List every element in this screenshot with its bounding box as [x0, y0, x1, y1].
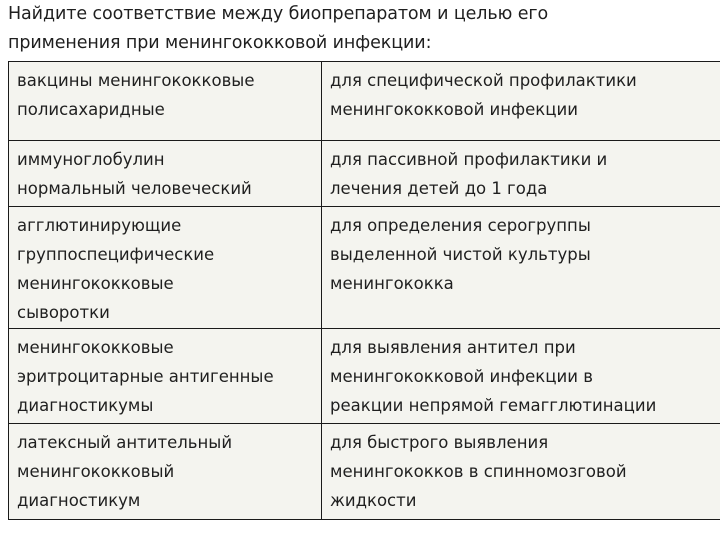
- question-text: Найдите соответствие между биопрепаратом и целью его применения при менингококковой инфекции:: [8, 4, 549, 53]
- purpose-cell: для специфической профилактики менингококковой инфекции: [321, 62, 720, 140]
- preparation-cell: менингококковые эритроцитарные антигенные диагностикумы: [17, 338, 274, 415]
- preparation-cell: вакцины менингококковые полисахаридные: [17, 71, 255, 119]
- preparation-cell: агглютинирующие группоспецифические менингококковые сыворотки: [17, 216, 215, 322]
- table-row: [9, 328, 720, 423]
- table-row: [9, 62, 720, 140]
- preparation-cell: иммуноглобулин нормальный человеческий: [17, 150, 252, 198]
- table-row: [9, 140, 720, 206]
- table-row: [9, 423, 720, 519]
- purpose-cell: для определения серогруппы выделенной чистой культуры менингококка: [321, 207, 720, 328]
- purpose-cell: для выявления антител при менингококковой инфекции в реакции непрямой гемагглютинации: [321, 329, 720, 423]
- preparation-cell: латексный антительный менингококковый диагностикум: [17, 433, 233, 510]
- table-row: [9, 206, 720, 328]
- purpose-cell: для пассивной профилактики и лечения детей до 1 года: [321, 141, 720, 206]
- purpose-cell: для быстрого выявления менингококков в спинномозговой жидкости: [321, 424, 720, 519]
- matching-table: [8, 61, 720, 520]
